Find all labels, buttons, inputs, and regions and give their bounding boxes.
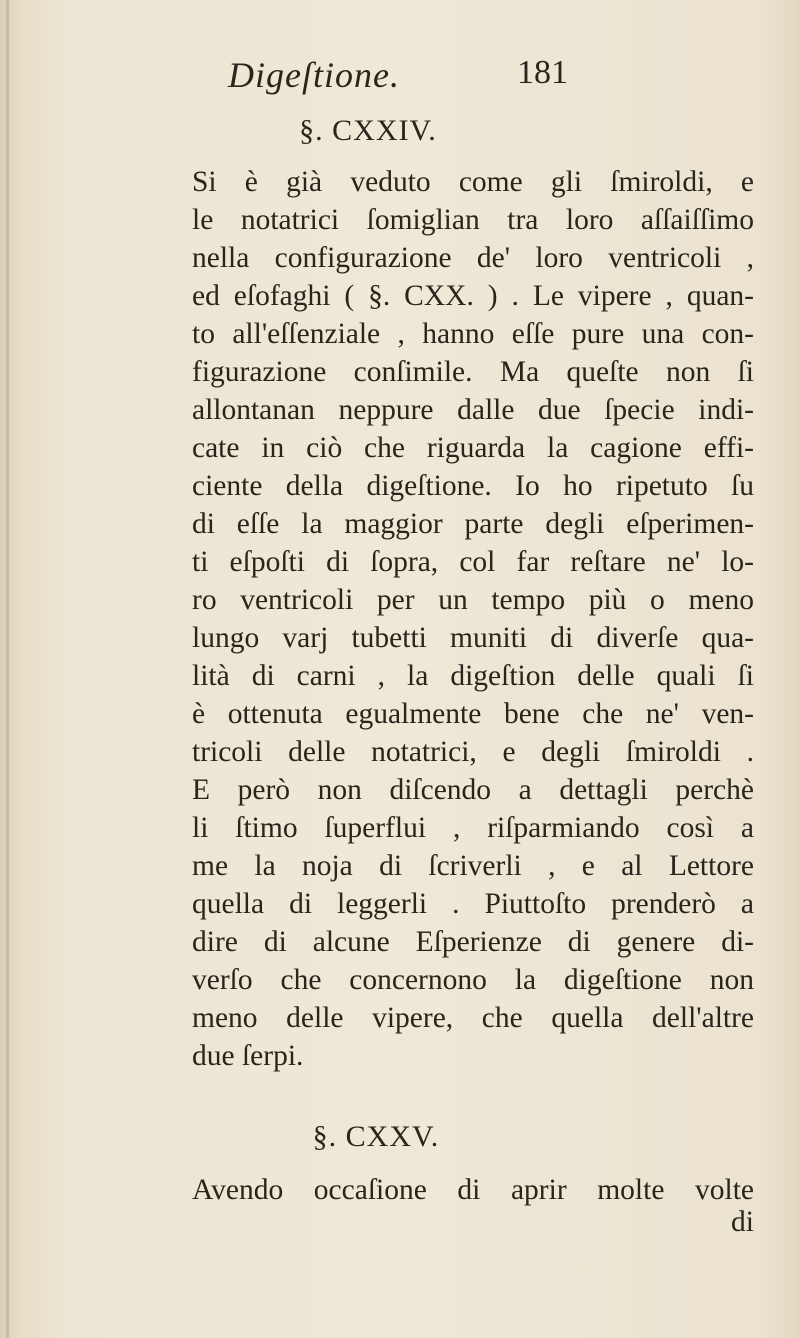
text-line: me la noja di ſcriverli , e al Lettore: [192, 850, 754, 882]
text-line: allontanan neppure dalle due ſpecie indi-: [192, 394, 754, 426]
page-number: 181: [517, 54, 568, 91]
running-head: [228, 54, 568, 106]
text-line: quella di leggerli . Piuttoſto prenderò a: [192, 888, 754, 920]
text-line: verſo che concernono la digeſtione non: [192, 964, 754, 996]
section-heading-cxxiv: §. CXXIV.: [299, 114, 437, 147]
text-line: meno delle vipere, che quella dell'altre: [192, 1002, 754, 1034]
text-line: to all'eſſenziale , hanno eſſe pure una con-: [192, 318, 754, 350]
text-line: Si è già veduto come gli ſmiroldi, e: [192, 166, 754, 198]
text-line: le notatrici ſomiglian tra loro aſſaiſſimo: [192, 204, 754, 236]
text-line: ro ventricoli per un tempo più o meno: [192, 584, 754, 616]
section-heading-cxxv: §. CXXV.: [312, 1120, 440, 1153]
text-line: dire di alcune Eſperienze di genere di-: [192, 926, 754, 958]
text-line: E però non diſcendo a dettagli perchè: [192, 774, 754, 806]
text-line: nella configurazione de' loro ventricoli ,: [192, 242, 754, 274]
text-line: di eſſe la maggior parte degli eſperimen-: [192, 508, 754, 540]
text-line: li ſtimo ſuperflui , riſparmiando così a: [192, 812, 754, 844]
text-line-last: due ſerpi.: [192, 1040, 304, 1072]
text-line: figurazione conſimile. Ma queſte non ſi: [192, 356, 754, 388]
text-line: Avendo occaſione di aprir molte volte: [192, 1174, 754, 1206]
text-line: ciente della digeſtione. Io ho ripetuto ſu: [192, 470, 754, 502]
text-line: è ottenuta egualmente bene che ne' ven-: [192, 698, 754, 730]
running-title: Digeſtione.: [228, 55, 400, 95]
text-line: ti eſpoſti di ſopra, col far reſtare ne' lo-: [192, 546, 754, 578]
catchword: di: [731, 1206, 754, 1238]
text-line: ed eſofaghi ( §. CXX. ) . Le vipere , quan-: [192, 280, 754, 312]
text-line: lità di carni , la digeſtion delle quali ſi: [192, 660, 754, 692]
text-line: cate in ciò che riguarda la cagione effi-: [192, 432, 754, 464]
text-line: tricoli delle notatrici, e degli ſmiroldi .: [192, 736, 754, 768]
text-line: lungo varj tubetti muniti di diverſe qua-: [192, 622, 754, 654]
